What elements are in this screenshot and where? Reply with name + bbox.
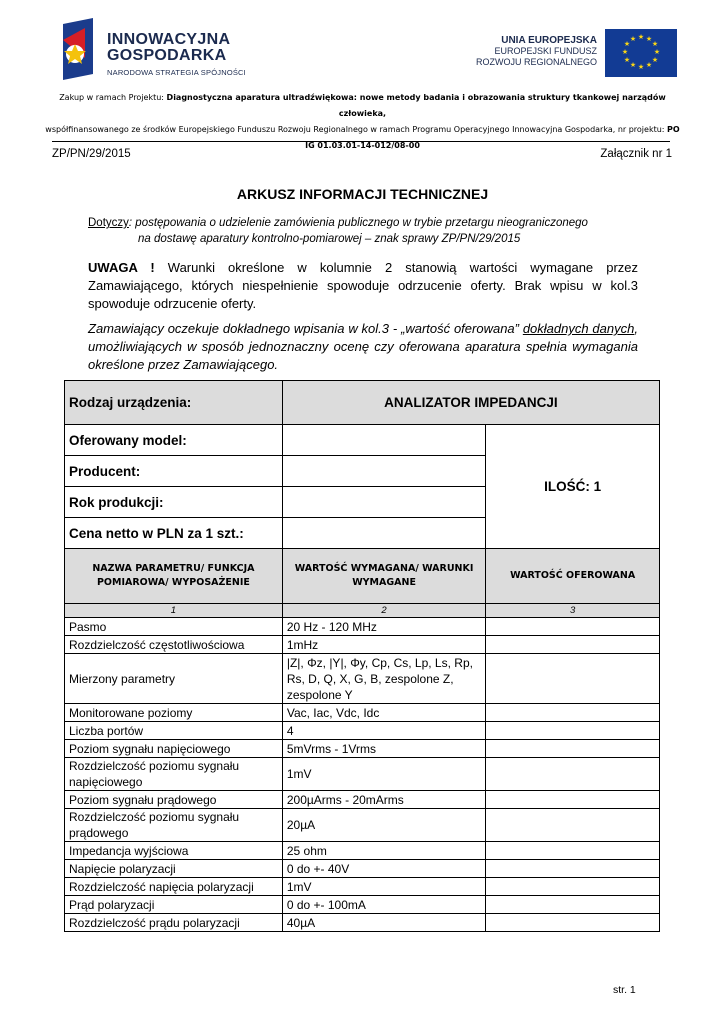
table-row [65,860,660,878]
param-name: Poziom sygnału napięciowego [65,740,283,758]
device-type-value: ANALIZATOR IMPEDANCJI [282,381,659,425]
column-header-required: WARTOŚĆ WYMAGANA/ WARUNKI WYMAGANE [282,549,485,604]
param-name: Monitorowane poziomy [65,704,283,722]
page-title: ARKUSZ INFORMACJI TECHNICZNEJ [236,186,489,202]
header-rule [52,141,670,142]
param-name: Napięcie polaryzacji [65,860,283,878]
table-row [65,740,660,758]
table-row [65,878,660,896]
svg-text:★: ★ [629,61,637,69]
param-required: 20 Hz - 120 MHz [282,618,485,636]
param-offered-field[interactable] [486,758,660,791]
param-name: Rozdzielczość poziomu sygnału prądowego [65,809,283,842]
column-number-1: 1 [65,604,283,618]
expectation-paragraph: Zamawiający oczekuje dokładnego wpisania w kol.3 - „wartość oferowana” dokładnych danych, umożliwiających w sposób jednoznaczny ocenę czy oferowana aparatura spełnia wymagania określone przez Zamawiającego. [88,321,638,372]
table-row [65,914,660,932]
param-required: 200µArms - 20mArms [282,791,485,809]
svg-text:★: ★ [645,61,653,69]
column-header-offered: WARTOŚĆ OFEROWANA [486,549,660,604]
table-row [65,722,660,740]
param-offered-field[interactable] [486,860,660,878]
svg-text:★: ★ [637,63,645,71]
param-name: Mierzony parametry [65,654,283,704]
svg-text:★: ★ [623,56,631,64]
param-required: 0 do +- 40V [282,860,485,878]
param-offered-field[interactable] [486,654,660,704]
column-header-parameter: NAZWA PARAMETRU/ FUNKCJA POMIAROWA/ WYPOSAŻENIE [65,549,283,604]
case-reference: ZP/PN/29/2015 [52,148,131,160]
param-name: Rozdzielczość poziomu sygnału napięciowego [65,758,283,791]
table-row [65,791,660,809]
param-name: Pasmo [65,618,283,636]
ig-logo-subtitle: NARODOWA STRATEGIA SPÓJNOŚCI [107,68,246,77]
technical-spec-table [64,380,660,932]
annex-number: Załącznik nr 1 [600,148,672,160]
param-name: Rozdzielczość prądu polaryzacji [65,914,283,932]
param-required: 1mV [282,758,485,791]
producer-label: Producent: [65,456,283,487]
param-offered-field[interactable] [486,618,660,636]
producer-field[interactable] [282,456,485,487]
column-number-2: 2 [282,604,485,618]
param-name: Rozdzielczość napięcia polaryzacji [65,878,283,896]
table-row [65,842,660,860]
param-offered-field[interactable] [486,914,660,932]
svg-text:★: ★ [629,35,637,43]
param-name: Prąd polaryzacji [65,896,283,914]
ig-logo-title: INNOWACYJNA GOSPODARKA [107,31,231,64]
param-required: 1mHz [282,636,485,654]
offered-model-label: Oferowany model: [65,425,283,456]
param-offered-field[interactable] [486,704,660,722]
eu-logo-text: UNIA EUROPEJSKA EUROPEJSKI FUNDUSZ ROZWOJU REGIONALNEGO [475,35,597,67]
production-year-label: Rok produkcji: [65,487,283,518]
table-row [65,704,660,722]
param-required: 0 do +- 100mA [282,896,485,914]
param-offered-field[interactable] [486,722,660,740]
table-row [65,618,660,636]
svg-text:★: ★ [637,33,645,41]
param-name: Impedancja wyjściowa [65,842,283,860]
svg-text:★: ★ [651,56,659,64]
net-price-field[interactable] [282,518,485,549]
svg-text:★: ★ [651,40,659,48]
project-info: Zakup w ramach Projektu: Diagnostyczna aparatura ultradźwiękowa: nowe metody badania i obrazowania struktury tkankowej narządów człowieka, współfinansowanego ze środków Europejskiego Funduszu Rozwoju Regionalnego w ramach Programu Operacyjnego Innowacyjna Gospodarka, nr projektu: PO IG 01.03.01-14-012/08-00 [45,93,680,150]
param-offered-field[interactable] [486,878,660,896]
table-row [65,809,660,842]
param-name: Rozdzielczość częstotliwościowa [65,636,283,654]
table-row [65,758,660,791]
param-offered-field[interactable] [486,809,660,842]
subject-paragraph: Dotyczy: postępowania o udzielenie zamówienia publicznego w trybie przetargu nieograniczonego na dostawę aparatury kontrolno-pomiarowej – znak sprawy ZP/PN/29/2015 [88,217,588,245]
page-number: str. 1 [613,984,636,996]
warning-paragraph: UWAGA ! Warunki określone w kolumnie 2 stanowią wartości wymagane przez Zamawiającego, których niespełnienie spowoduje odrzucenie oferty. Brak wpisu w kol.3 spowoduje odrzucenie oferty. [88,260,638,311]
device-type-label: Rodzaj urządzenia: [65,381,283,425]
svg-text:★: ★ [623,40,631,48]
param-offered-field[interactable] [486,636,660,654]
quantity-label: ILOŚĆ: 1 [486,425,660,549]
net-price-label: Cena netto w PLN za 1 szt.: [65,518,283,549]
param-name: Liczba portów [65,722,283,740]
param-required: Vac, Iac, Vdc, Idc [282,704,485,722]
offered-model-field[interactable] [282,425,485,456]
param-required: |Z|, Φz, |Y|, Φy, Cp, Cs, Lp, Ls, Rp, Rs, D, Q, X, G, B, zespolone Z, zespolone Y [282,654,485,704]
svg-text:★: ★ [645,35,653,43]
svg-text:★: ★ [653,48,661,56]
param-offered-field[interactable] [486,842,660,860]
param-required: 5mVrms - 1Vrms [282,740,485,758]
production-year-field[interactable] [282,487,485,518]
table-row [65,654,660,704]
param-required: 25 ohm [282,842,485,860]
column-number-3: 3 [486,604,660,618]
param-offered-field[interactable] [486,896,660,914]
param-offered-field[interactable] [486,740,660,758]
param-required: 20µA [282,809,485,842]
param-required: 4 [282,722,485,740]
param-required: 40µA [282,914,485,932]
eu-flag-icon [605,29,677,77]
table-row [65,896,660,914]
param-required: 1mV [282,878,485,896]
table-row [65,636,660,654]
svg-text:★: ★ [621,48,629,56]
param-offered-field[interactable] [486,791,660,809]
param-name: Poziom sygnału prądowego [65,791,283,809]
